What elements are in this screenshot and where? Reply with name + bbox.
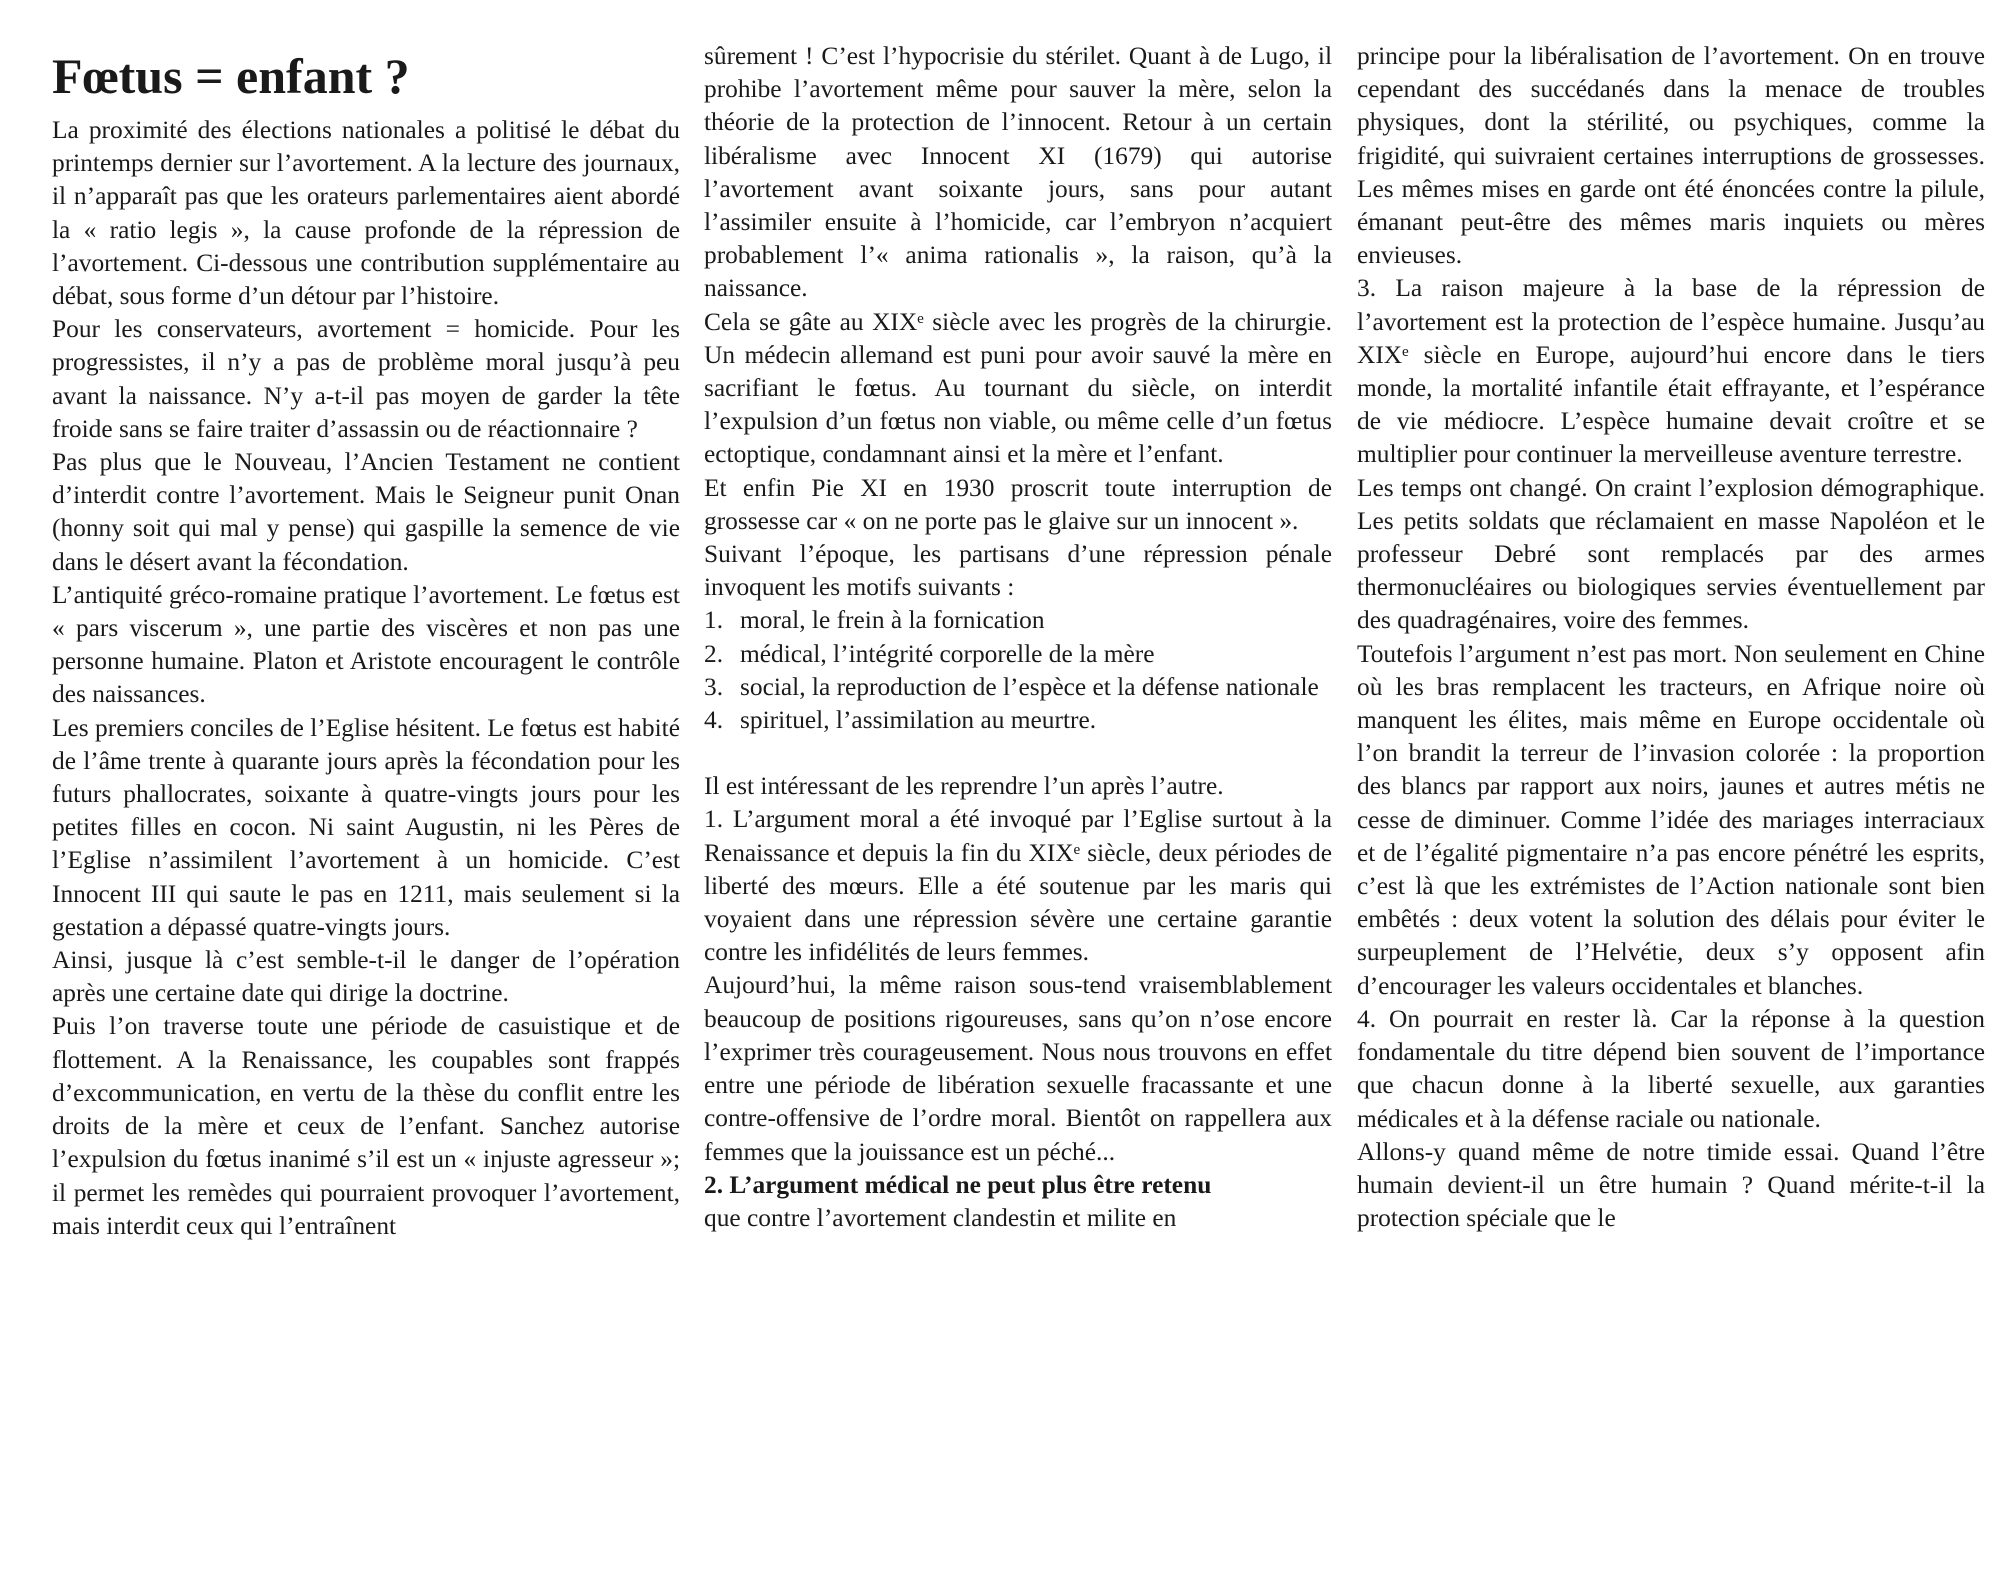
paragraph: Suivant l’époque, les partisans d’une répression pénale invoquent les motifs suivants : [704,540,1332,602]
paragraph: Ainsi, jusque là c’est semble-t-il le danger de l’opération après une certaine date qui dirige la doctrine. [52,946,680,1008]
list-number: 1. [704,606,724,635]
list-item [704,704,1332,737]
motives-list [704,604,1332,737]
list-number: 4. [704,706,724,735]
list-text: social, la reproduction de l’espèce et la défense nationale [740,672,1319,701]
paragraph: 4. On pourrait en rester là. Car la réponse à la question fondamentale du titre dépend bien souvent de l’importance que chacun donne à la liberté sexuelle, aux garanties médicales et à la défense raciale ou nationale. [1357,1004,1985,1133]
paragraph: Pas plus que le Nouveau, l’Ancien Testament ne contient d’interdit contre l’avortement. Mais le Seigneur punit Onan (honny soit qui mal y pense) qui gaspille la semence de vie dans le désert avant la fécondation. [52,448,680,576]
paragraph: Les premiers conciles de l’Eglise hésitent. Le fœtus est habité de l’âme trente à quarante jours après la fécondation pour les futurs phallocrates, soixante à quatre-vingts jours pour les petites filles en cocon. Ni saint Augustin, ni les Pères de l’Eglise n’assimilent l’avortement à un homicide. C’est Innocent III qui saute le pas en 1211, mais seulement si la gestation a dépassé quatre-vingts jours. [52,713,680,941]
paragraph: Toutefois l’argument n’est pas mort. Non seulement en Chine où les bras remplacent les tracteurs, en Afrique noire où manquent les élites, mais même en Europe occidentale où l’on brandit la terreur de l’invasion colorée : la proportion des blancs par rapport aux noirs, jaunes et autres métis ne cesse de diminuer. Comme l’idée des mariages interraciaux et de l’égalité pigmentaire n’a pas encore pénétré les esprits, c’est là que les extrémistes de l’Action nationale sont bien embêtés : deux votent la solution des délais pour éviter le surpeuplement de l’Helvétie, deux s’y opposent afin d’encourager les valeurs occidentales et blanches. [1357,639,1985,1000]
paragraph: La proximité des élections nationales a politisé le débat du printemps dernier sur l’avortement. A la lecture des journaux, il n’apparaît pas que les orateurs parlementaires aient abordé la « ratio legis », la cause profonde de la répression de l’avortement. Ci-dessous une contribution supplémentaire au débat, sous forme d’un détour par l’histoire. [52,116,680,311]
column-2 [704,40,1332,1235]
list-text: spirituel, l’assimilation au meurtre. [740,706,1097,735]
paragraph: Allons-y quand même de notre timide essai. Quand l’être humain devient-il un être humain ? Quand mérite-t-il la protection spéciale que le [1357,1137,1985,1233]
list-number: 3. [704,672,724,701]
paragraph: Et enfin Pie XI en 1930 proscrit toute interruption de grossesse car « on ne porte pas le glaive sur un innocent ». [704,473,1332,535]
list-item [704,671,1332,704]
list-number: 2. [704,639,724,668]
list-item [704,638,1332,671]
spacer [704,737,1332,770]
column-3 [1357,40,1985,1235]
list-item [704,604,1332,637]
list-text: médical, l’intégrité corporelle de la mère [740,639,1155,668]
paragraph: Cela se gâte au XIXᵉ siècle avec les progrès de la chirurgie. Un médecin allemand est puni pour avoir sauvé la mère en sacrifiant le fœtus. Au tournant du siècle, on interdit l’expulsion d’un fœtus non viable, ou même celle d’un fœtus ectoptique, condamnant ainsi et la mère et l’enfant. [704,307,1332,469]
column-1 [52,44,680,1243]
paragraph: sûrement ! C’est l’hypocrisie du stérilet. Quant à de Lugo, il prohibe l’avortement même pour sauver la mère, selon la théorie de la protection de l’innocent. Retour à un certain libéralisme avec Innocent XI (1679) qui autorise l’avortement avant soixante jours, sans pour autant l’assimiler ensuite à l’homicide, car l’embryon n’acquiert probablement l’« anima rationalis », la raison, qu’à la naissance. [704,42,1332,303]
article-title: Fœtus = enfant ? [52,48,410,104]
list-text: moral, le frein à la fornication [740,606,1045,635]
paragraph: L’antiquité gréco-romaine pratique l’avortement. Le fœtus est « pars viscerum », une partie des viscères et non pas une personne humaine. Platon et Aristote encouragent le contrôle des naissances. [52,580,680,709]
paragraph: Aujourd’hui, la même raison sous-tend vraisemblablement beaucoup de positions rigoureuses, sans qu’on n’ose encore l’exprimer très courageusement. Nous nous trouvons en effet entre une période de libération sexuelle fracassante et une contre-offensive de l’ordre moral. Bientôt on rappellera aux femmes que la jouissance est un péché... [704,971,1332,1166]
paragraph-bold: 2. L’argument médical ne peut plus être retenu [704,1170,1212,1199]
paragraph: 1. L’argument moral a été invoqué par l’Eglise surtout à la Renaissance et depuis la fin du XIXᵉ siècle, deux périodes de liberté des mœurs. Elle a été soutenue par les maris qui voyaient dans une répression sévère une certaine garantie contre les infidélités de leurs femmes. [704,805,1332,967]
paragraph: Les temps ont changé. On craint l’explosion démographique. Les petits soldats que réclamaient en masse Napoléon et le professeur Debré sont remplacés par des armes thermonucléaires ou biologiques servies éventuellement par des quadragénaires, voire des femmes. [1357,473,1985,635]
paragraph: 3. La raison majeure à la base de la répression de l’avortement est la protection de l’espèce humaine. Jusqu’au XIXᵉ siècle en Europe, aujourd’hui encore dans le tiers monde, la mortalité infantile était effrayante, et l’espérance de vie médiocre. L’espèce humaine devait croître et se multiplier pour continuer la merveilleuse aventure terrestre. [1357,274,1985,469]
paragraph: principe pour la libéralisation de l’avortement. On en trouve cependant des succédanés dans la menace de troubles physiques, dont la stérilité, ou psychiques, comme la frigidité, qui suivraient certaines interruptions de grossesses. Les mêmes mises en garde ont été énoncées contre la pilule, émanant peut-être des mêmes maris inquiets ou mères envieuses. [1357,42,1985,270]
paragraph: Il est intéressant de les reprendre l’un après l’autre. [704,772,1224,801]
paragraph: Pour les conservateurs, avortement = homicide. Pour les progressistes, il n’y a pas de problème moral jusqu’à peu avant la naissance. N’y a-t-il pas moyen de garder la tête froide sans se faire traiter d’assassin ou de réactionnaire ? [52,315,680,443]
paragraph: que contre l’avortement clandestin et milite en [704,1203,1177,1232]
paragraph: Puis l’on traverse toute une période de casuistique et de flottement. A la Renaissance, les coupables sont frappés d’excommunication, en vertu de la thèse du conflit entre les droits de la mère et ceux de l’enfant. Sanchez autorise l’expulsion du fœtus inanimé s’il est un « injuste agresseur »; il permet les remèdes qui pourraient provoquer l’avortement, mais interdit ceux qui l’entraînent [52,1012,680,1240]
